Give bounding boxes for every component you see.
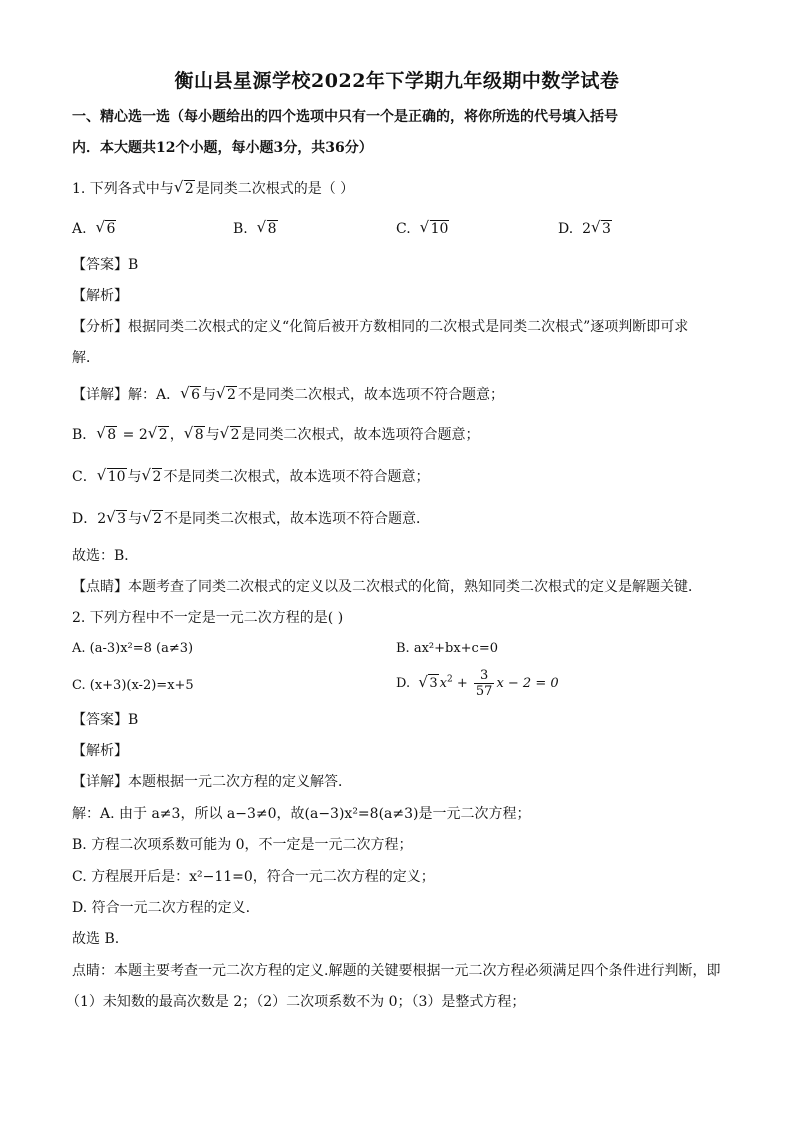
- q1-stem: [72, 178, 354, 200]
- q2-solution-a: 解：A. 由于 a≠3，所以 a−3≠0，故(a−3)x²=8(a≠3)是一元二次方程；: [72, 806, 531, 822]
- q2-option-b: B. ax²+bx+c=0: [396, 641, 498, 656]
- q2-option-c: C. (x+3)(x-2)=x+5: [72, 678, 194, 693]
- exam-title: 衡山县星源学校2022年下学期九年级期中数学试卷: [174, 70, 620, 92]
- q1-detail-d: D．2√ 3 与√ 2 不是同类二次根式，故本选项不符合题意．: [72, 508, 430, 530]
- q2-solution-d: D. 符合一元二次方程的定义.: [72, 900, 251, 916]
- q1-detail-a: 【详解】解：A．√ 6 与√ 2 不是同类二次根式，故本选项不符合题意；: [72, 384, 504, 406]
- q1-detail-c: C．√ 10 与√ 2 不是同类二次根式，故本选项不符合题意；: [72, 466, 429, 488]
- q2-option-a: A. (a-3)x²=8 (a≠3): [72, 641, 194, 656]
- q2-answer: 【答案】B: [72, 712, 139, 728]
- q1-analysis-head: 【解析】: [72, 288, 128, 304]
- q1-option-c: C. √ 10: [396, 218, 450, 240]
- q2-detail: 【详解】本题根据一元二次方程的定义解答．: [72, 774, 352, 790]
- q2-solution-b: B. 方程二次项系数可能为 0，不一定是一元二次方程；: [72, 837, 413, 853]
- q1-fenxi-line1: 【分析】根据同类二次根式的定义“化简后被开方数相同的二次根式是同类二次根式”逐项判断即可求: [72, 319, 689, 335]
- q1-detail-b: B．√ 8 = 2√ 2 ，√ 8 与√ 2 是同类二次根式，故本选项符合题意；: [72, 424, 480, 446]
- q2-comment-line1: 点睛：本题主要考查一元二次方程的定义.解题的关键要根据一元二次方程必须满足四个条件进行判断，即: [72, 963, 721, 979]
- section-heading-line1: 一、精心选一选（每小题给出的四个选项中只有一个是正确的，将你所选的代号填入括号: [72, 109, 618, 125]
- q1-answer: 【答案】B: [72, 257, 139, 273]
- q1-stem-post: 是同类二次根式的是（ ）: [195, 181, 355, 197]
- q2-option-d: D. √ 3 $x^2$ + $\frac{3}{57}$ x − 2 = 0: [396, 668, 559, 699]
- q2-comment-line2: （1）未知数的最高次数是 2；（2）二次项系数不为 0；（3）是整式方程；: [66, 994, 526, 1010]
- q2-choose: 故选 B.: [72, 931, 120, 947]
- q2-analysis-head: 【解析】: [72, 743, 128, 759]
- q1-comment: 【点睛】本题考查了同类二次根式的定义以及二次根式的化简，熟知同类二次根式的定义是解题关键．: [72, 579, 702, 595]
- q1-stem-sqrt: √ 2: [175, 178, 195, 200]
- q2-solution-c: C. 方程展开后是：x²−11=0，符合一元二次方程的定义；: [72, 869, 435, 885]
- q1-option-a: A. √ 6: [72, 218, 117, 240]
- section-heading-line2: 内．本大题共12个小题，每小题3分，共36分）: [72, 140, 373, 156]
- q1-option-b: B. √ 8: [233, 218, 279, 240]
- q2-stem: 2. 下列方程中不一定是一元二次方程的是( ): [72, 610, 344, 626]
- q1-stem-pre: 1. 下列各式中与: [72, 181, 174, 197]
- q1-fenxi-line2: 解．: [72, 350, 100, 366]
- q1-choose: 故选：B．: [72, 548, 139, 564]
- q1-option-d: D. 2√ 3: [558, 218, 613, 240]
